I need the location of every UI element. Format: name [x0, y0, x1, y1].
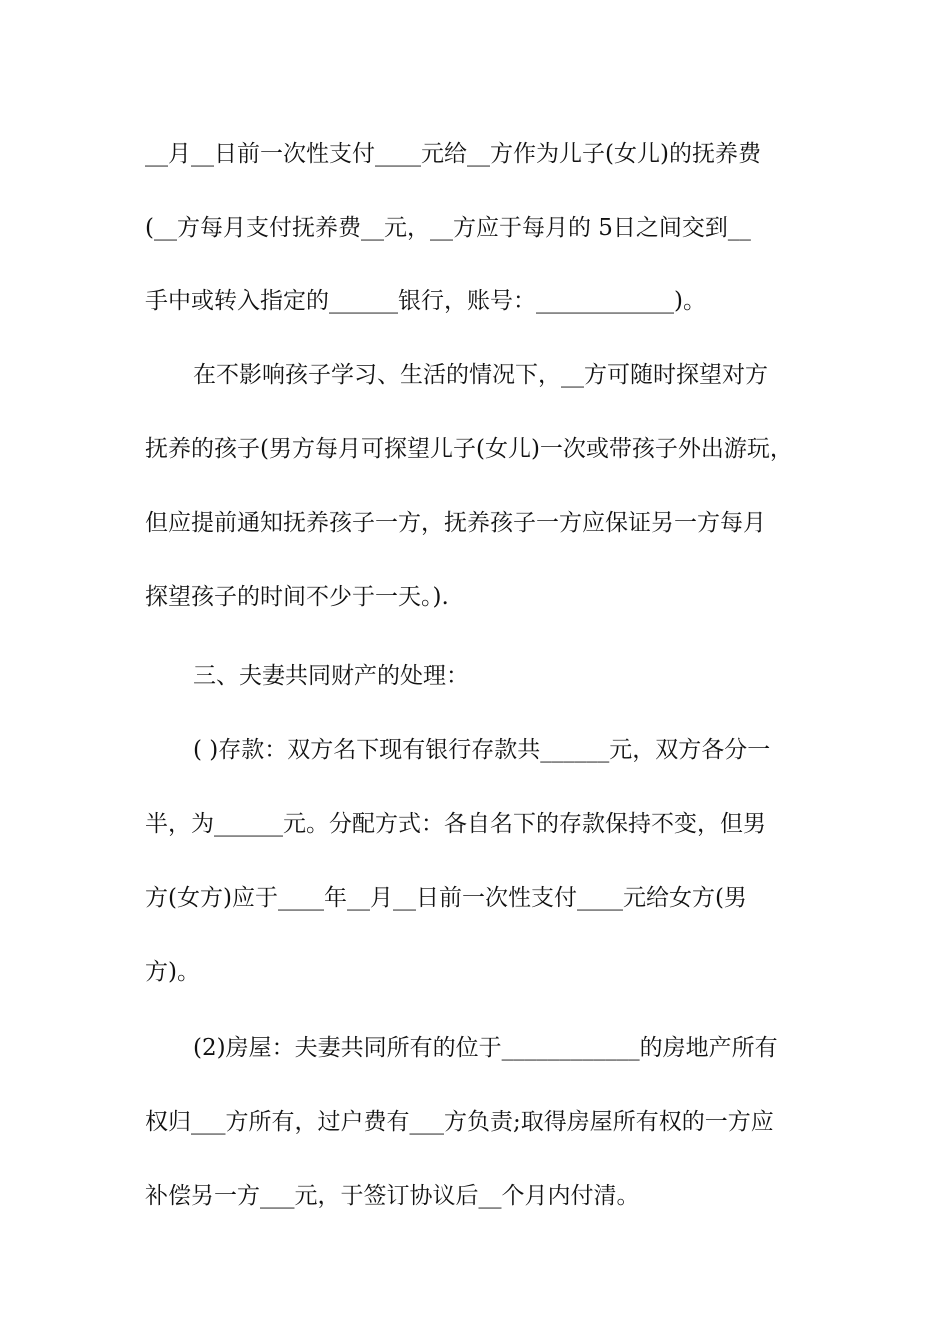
text-line-5: 抚养的孩子(男方每月可探望儿子(女儿)一次或带孩子外出游玩， — [145, 436, 793, 462]
text-line-11: 方(女方)应于____年__月__日前一次性支付____元给女方(男 — [145, 885, 747, 911]
text-line-4: 在不影响孩子学习、生活的情况下，__方可随时探望对方 — [193, 362, 768, 388]
text-line-7: 探望孩子的时间不少于一天。). — [145, 584, 449, 610]
text-line-14: 权归___方所有，过户费有___方负责;取得房屋所有权的一方应 — [145, 1109, 774, 1135]
text-line-9: ( )存款：双方名下现有银行存款共______元，双方各分一 — [193, 737, 771, 763]
text-line-15: 补偿另一方___元，于签订协议后__个月内付清。 — [145, 1183, 640, 1209]
section-heading: 三、夫妻共同财产的处理： — [193, 663, 469, 689]
text-line-6: 但应提前通知抚养孩子一方，抚养孩子一方应保证另一方每月 — [145, 510, 766, 536]
text-line-12: 方)。 — [145, 959, 200, 985]
text-line-2: (__方每月支付抚养费__元，__方应于每月的 5日之间交到__ — [145, 215, 751, 241]
text-line-10: 半，为______元。分配方式：各自名下的存款保持不变，但男 — [145, 811, 766, 837]
text-line-1: __月__日前一次性支付____元给__方作为儿子(女儿)的抚养费 — [145, 141, 761, 167]
text-line-3: 手中或转入指定的______银行，账号：____________)。 — [145, 288, 706, 314]
text-line-13: (2)房屋：夫妻共同所有的位于____________的房地产所有 — [193, 1035, 778, 1061]
